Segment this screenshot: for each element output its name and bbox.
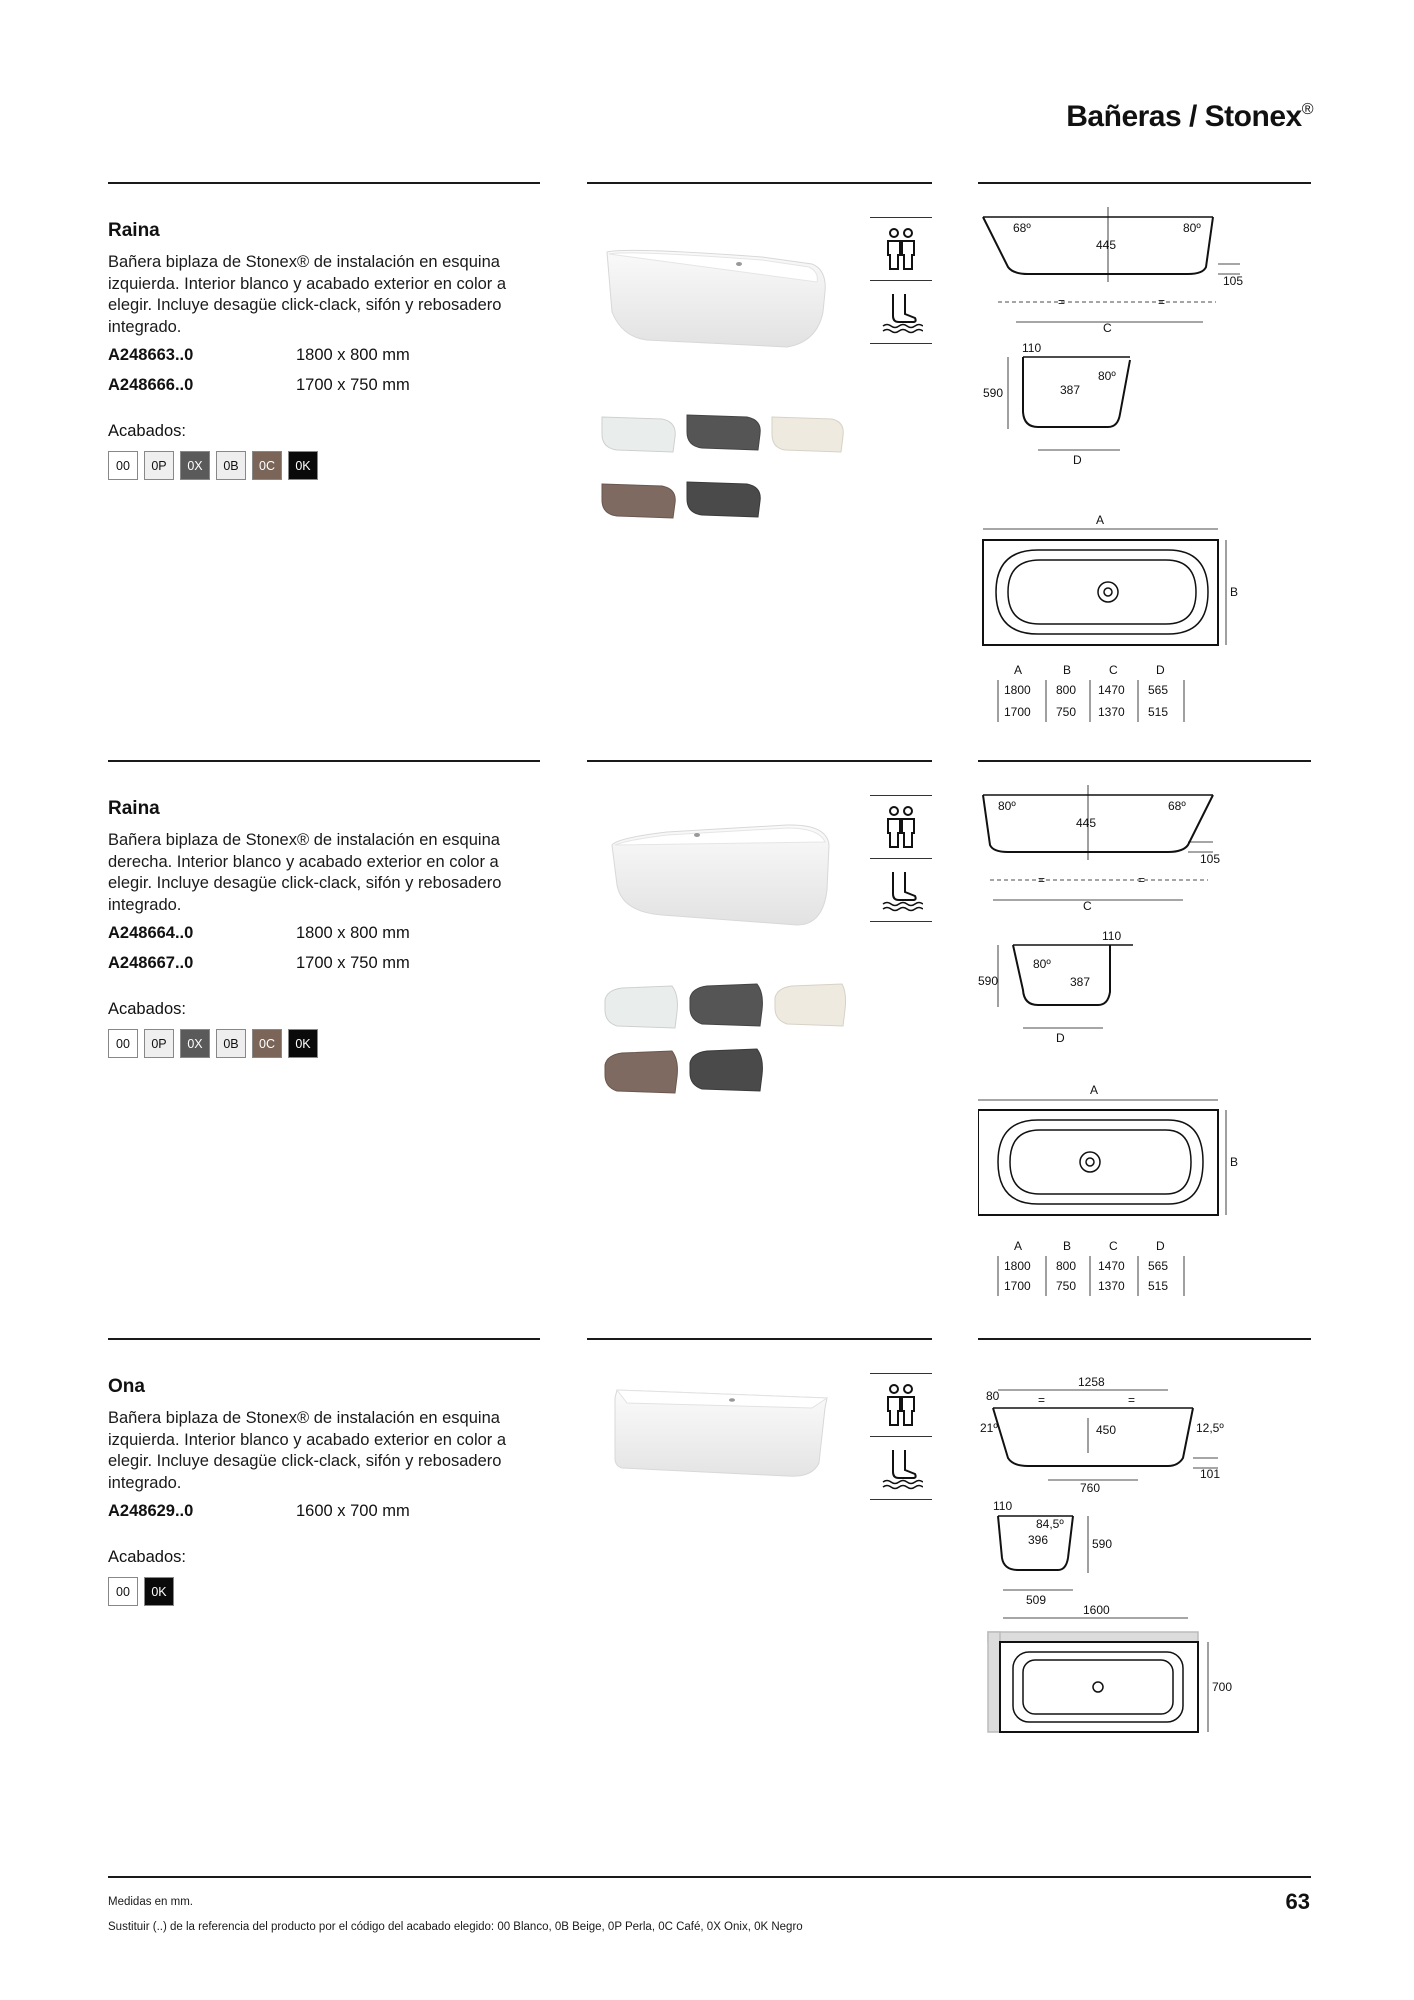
dimensions-table — [998, 663, 1184, 722]
dimension-label: 110 — [993, 1499, 1013, 1513]
foot-water-icon — [870, 858, 932, 922]
table-header: C — [1109, 1239, 1118, 1253]
dimension-label: C — [1103, 321, 1112, 335]
footer-note: Medidas en mm. — [108, 1896, 194, 1908]
product-name: Raina — [108, 798, 160, 819]
finish-swatch: 00 — [108, 1029, 138, 1058]
registered-mark: ® — [1301, 101, 1313, 118]
table-cell: 1470 — [1098, 683, 1125, 697]
finish-swatch: 0C — [252, 451, 282, 480]
dimension-label: 445 — [1076, 816, 1097, 830]
finish-swatch: 0C — [252, 1029, 282, 1058]
angle-label: 68º — [1168, 799, 1186, 813]
dimension-label: 105 — [1200, 852, 1221, 866]
angle-label: 12,5º — [1196, 1421, 1224, 1435]
product-photo — [587, 212, 847, 542]
dimension-label: A — [1090, 1083, 1099, 1097]
angle-label: 21º — [980, 1421, 998, 1435]
reference-row — [108, 924, 410, 943]
reference-row — [108, 954, 410, 973]
table-header: B — [1063, 1239, 1072, 1253]
reference-row — [108, 346, 410, 365]
feature-icons — [870, 217, 932, 344]
dimension-label: = — [1138, 873, 1146, 887]
dimension-label: C — [1083, 899, 1092, 913]
table-cell: 565 — [1148, 1259, 1169, 1273]
reference-code: A248663..0 — [108, 346, 194, 364]
divider — [108, 182, 540, 184]
dimension-label: D — [1056, 1031, 1065, 1045]
finish-swatch: 0K — [144, 1577, 174, 1606]
product-name: Raina — [108, 220, 160, 241]
product-photo — [587, 790, 847, 1120]
finish-swatch: 0X — [180, 451, 210, 480]
reference-size: 1700 x 750 mm — [296, 954, 410, 972]
divider — [978, 1338, 1311, 1340]
page-title — [1066, 100, 1313, 134]
finish-swatches — [108, 1577, 174, 1606]
dimension-label: B — [1230, 585, 1239, 599]
foot-water-icon — [870, 280, 932, 344]
dimension-label: 509 — [1026, 1593, 1047, 1607]
dimension-label: = — [1038, 873, 1046, 887]
divider — [108, 1338, 540, 1340]
table-header: D — [1156, 1239, 1165, 1253]
dimension-label: 110 — [1102, 929, 1122, 943]
reference-code: A248629..0 — [108, 1502, 194, 1520]
dimension-label: 80 — [986, 1389, 1000, 1403]
footer-divider — [108, 1876, 1311, 1878]
finishes-label: Acabados: — [108, 1000, 186, 1018]
finish-swatch: 0B — [216, 451, 246, 480]
technical-drawing — [978, 780, 1311, 1320]
dimension-label: = — [1158, 295, 1166, 309]
table-cell: 1800 — [1004, 1259, 1031, 1273]
technical-drawing — [978, 202, 1311, 742]
dimension-label: 105 — [1223, 274, 1244, 288]
finish-swatch: 0K — [288, 1029, 318, 1058]
dimension-label: = — [1058, 295, 1066, 309]
table-cell: 1370 — [1098, 1279, 1125, 1293]
divider — [978, 182, 1311, 184]
finish-swatch: 00 — [108, 451, 138, 480]
dimension-label: 1258 — [1078, 1375, 1105, 1389]
two-people-icon — [870, 795, 932, 858]
dimension-label: = — [1038, 1393, 1046, 1407]
feature-icons — [870, 795, 932, 922]
page-title-text: Bañeras / Stonex — [1066, 100, 1302, 133]
dimension-label: 396 — [1028, 1533, 1049, 1547]
table-cell: 750 — [1056, 705, 1077, 719]
dimension-label: = — [1128, 1393, 1136, 1407]
angle-label: 80º — [998, 799, 1016, 813]
reference-size: 1700 x 750 mm — [296, 376, 410, 394]
finish-swatch: 0B — [216, 1029, 246, 1058]
feature-icons — [870, 1373, 932, 1500]
reference-code: A248666..0 — [108, 376, 194, 394]
dimension-label: 590 — [978, 974, 999, 988]
dimension-label: 445 — [1096, 238, 1117, 252]
divider — [587, 760, 932, 762]
dimension-label: A — [1096, 513, 1105, 527]
page-number: 63 — [1285, 1889, 1310, 1914]
dimension-label: 590 — [1092, 1537, 1113, 1551]
color-variants — [605, 984, 846, 1093]
product-description: Bañera biplaza de Stonex® de instalación en esquina derecha. Interior blanco y acabado exterior en color a elegir. Incluye desagüe click-clack, sifón y rebosadero integrado. — [108, 831, 502, 914]
dimension-label: 387 — [1060, 383, 1081, 397]
dimension-label: 1600 — [1083, 1603, 1110, 1617]
reference-row — [108, 376, 410, 395]
table-cell: 1700 — [1004, 705, 1031, 719]
table-cell: 800 — [1056, 1259, 1077, 1273]
dimensions-table — [998, 1239, 1184, 1296]
table-cell: 515 — [1148, 1279, 1169, 1293]
dimension-label: 700 — [1212, 1680, 1233, 1694]
footer-note: Sustituir (..) de la referencia del producto por el código del acabado elegido: 00 Blanco, 0B Beige, 0P Perla, 0C Café, 0X Onix, 0K Negro — [108, 1921, 803, 1933]
table-header: A — [1014, 663, 1023, 677]
reference-code: A248667..0 — [108, 954, 194, 972]
finish-swatch: 0P — [144, 451, 174, 480]
two-people-icon — [870, 1373, 932, 1436]
angle-label: 68º — [1013, 221, 1031, 235]
finish-swatches — [108, 1029, 318, 1058]
table-cell: 1470 — [1098, 1259, 1125, 1273]
finish-swatch: 0P — [144, 1029, 174, 1058]
dimension-label: 110 — [1022, 341, 1042, 355]
divider — [587, 1338, 932, 1340]
reference-code: A248664..0 — [108, 924, 194, 942]
table-cell: 565 — [1148, 683, 1169, 697]
table-cell: 1370 — [1098, 705, 1125, 719]
foot-water-icon — [870, 1436, 932, 1500]
finish-swatch: 0X — [180, 1029, 210, 1058]
technical-drawing — [978, 1358, 1311, 1798]
dimension-label: 450 — [1096, 1423, 1117, 1437]
table-header: C — [1109, 663, 1118, 677]
product-name: Ona — [108, 1376, 145, 1397]
product-description: Bañera biplaza de Stonex® de instalación en esquina izquierda. Interior blanco y acabado exterior en color a elegir. Incluye desagüe click-clack, sifón y rebosadero integrado. — [108, 253, 507, 336]
divider — [108, 760, 540, 762]
angle-label: 80º — [1098, 369, 1116, 383]
dimension-label: 101 — [1200, 1467, 1221, 1481]
color-variants — [602, 415, 843, 518]
table-cell: 515 — [1148, 705, 1169, 719]
table-header: A — [1014, 1239, 1023, 1253]
product-photo — [587, 1368, 847, 1528]
dimension-label: B — [1230, 1155, 1239, 1169]
finish-swatch: 00 — [108, 1577, 138, 1606]
table-cell: 1700 — [1004, 1279, 1031, 1293]
reference-size: 1800 x 800 mm — [296, 924, 410, 942]
dimension-label: 387 — [1070, 975, 1091, 989]
finish-swatches — [108, 451, 318, 480]
table-cell: 1800 — [1004, 683, 1031, 697]
table-header: D — [1156, 663, 1165, 677]
table-header: B — [1063, 663, 1072, 677]
reference-size: 1600 x 700 mm — [296, 1502, 410, 1520]
dimension-label: D — [1073, 453, 1082, 467]
finish-swatch: 0K — [288, 451, 318, 480]
product-description: Bañera biplaza de Stonex® de instalación en esquina izquierda. Interior blanco y acabado exterior en color a elegir. Incluye desagüe click-clack, sifón y rebosadero integrado. — [108, 1409, 507, 1492]
divider — [978, 760, 1311, 762]
angle-label: 80º — [1183, 221, 1201, 235]
table-cell: 750 — [1056, 1279, 1077, 1293]
reference-size: 1800 x 800 mm — [296, 346, 410, 364]
angle-label: 84,5º — [1036, 1517, 1064, 1531]
two-people-icon — [870, 217, 932, 280]
reference-row — [108, 1502, 410, 1521]
divider — [587, 182, 932, 184]
table-cell: 800 — [1056, 683, 1077, 697]
finishes-label: Acabados: — [108, 1548, 186, 1566]
finishes-label: Acabados: — [108, 422, 186, 440]
dimension-label: 590 — [983, 386, 1004, 400]
angle-label: 80º — [1033, 957, 1051, 971]
dimension-label: 760 — [1080, 1481, 1101, 1495]
